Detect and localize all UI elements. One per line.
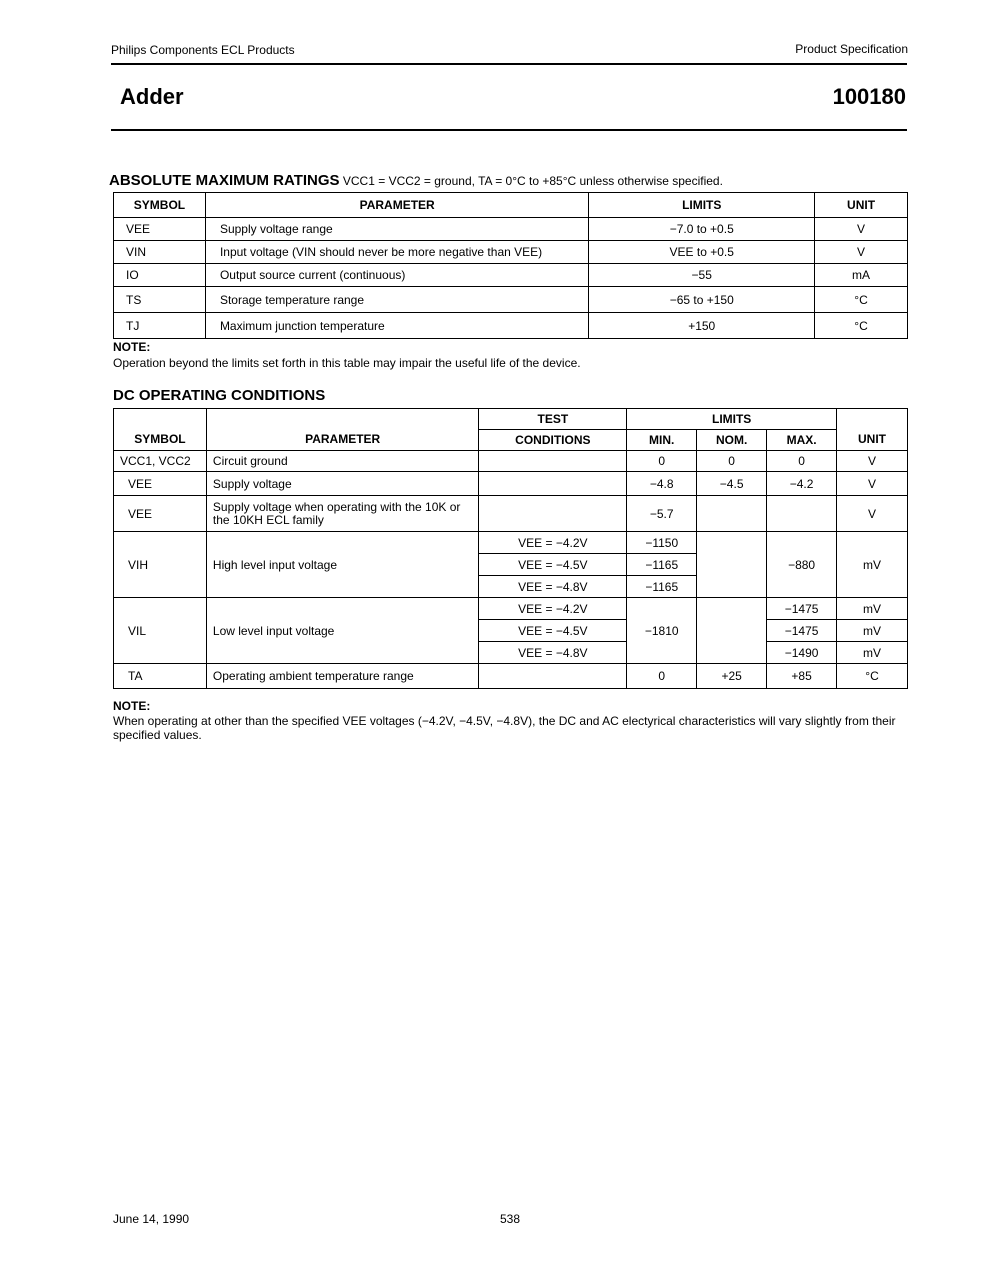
table-row bbox=[114, 532, 908, 554]
min-cell: 0 bbox=[627, 664, 697, 689]
unit-cell: mV bbox=[837, 532, 908, 598]
symbol-cell: VIH bbox=[114, 532, 207, 598]
parameter-cell: Output source current (continuous) bbox=[205, 264, 588, 287]
nom-cell: 0 bbox=[697, 451, 767, 472]
col-header-min: MIN. bbox=[627, 430, 697, 451]
page-title: Adder bbox=[120, 84, 184, 109]
symbol-cell: VIN bbox=[114, 241, 206, 264]
col-header-max: MAX. bbox=[767, 430, 837, 451]
limits-cell: −7.0 to +0.5 bbox=[589, 218, 815, 241]
col-header-nom: NOM. bbox=[697, 430, 767, 451]
table-row bbox=[114, 598, 908, 620]
nom-cell bbox=[697, 598, 767, 664]
symbol-cell: TS bbox=[114, 287, 206, 313]
condition-cell bbox=[479, 451, 627, 472]
unit-cell: °C bbox=[837, 664, 908, 689]
condition-cell: VEE = −4.2V bbox=[479, 532, 627, 554]
condition-cell: VEE = −4.8V bbox=[479, 642, 627, 664]
col-header-test: TEST bbox=[479, 409, 627, 430]
nom-cell bbox=[697, 496, 767, 532]
dc-note-text: When operating at other than the specified VEE voltages (−4.2V, −4.5V, −4.8V), the DC and AC electyrical characteristics will vary slightly from their specified values. bbox=[113, 714, 896, 742]
parameter-cell: Operating ambient temperature range bbox=[206, 664, 479, 689]
table-row bbox=[114, 472, 908, 496]
header-company: Philips Components ECL Products bbox=[111, 43, 295, 57]
col-header-limits: LIMITS bbox=[627, 409, 837, 430]
condition-cell bbox=[479, 472, 627, 496]
symbol-cell: VCC1, VCC2 bbox=[114, 451, 207, 472]
header-doc-type: Product Specification bbox=[795, 42, 908, 56]
max-cell: +85 bbox=[767, 664, 837, 689]
symbol-cell: VEE bbox=[114, 472, 207, 496]
col-header-unit: UNIT bbox=[837, 409, 908, 451]
col-header: LIMITS bbox=[589, 193, 815, 218]
condition-cell: VEE = −4.8V bbox=[479, 576, 627, 598]
min-cell: −1165 bbox=[627, 554, 697, 576]
amr-note-text: Operation beyond the limits set forth in this table may impair the useful life of the device. bbox=[113, 356, 581, 370]
amr-heading bbox=[109, 172, 723, 189]
parameter-cell: Circuit ground bbox=[206, 451, 479, 472]
max-cell: −1490 bbox=[767, 642, 837, 664]
col-header: PARAMETER bbox=[205, 193, 588, 218]
unit-cell: mV bbox=[837, 642, 908, 664]
absolute-maximum-ratings-table bbox=[113, 192, 908, 339]
parameter-cell: Supply voltage range bbox=[205, 218, 588, 241]
parameter-cell: High level input voltage bbox=[206, 532, 479, 598]
symbol-cell: VIL bbox=[114, 598, 207, 664]
unit-cell: mV bbox=[837, 598, 908, 620]
max-cell: −1475 bbox=[767, 620, 837, 642]
footer-date: June 14, 1990 bbox=[113, 1212, 190, 1226]
max-cell: −1475 bbox=[767, 598, 837, 620]
table-row bbox=[114, 664, 908, 689]
table-header-row bbox=[114, 193, 908, 218]
col-header-parameter: PARAMETER bbox=[206, 409, 479, 451]
parameter-cell: Supply voltage when operating with the 10K or the 10KH ECL family bbox=[206, 496, 479, 532]
table-row bbox=[114, 218, 908, 241]
min-cell: −4.8 bbox=[627, 472, 697, 496]
dc-operating-conditions-table bbox=[113, 408, 908, 689]
table-row bbox=[114, 241, 908, 264]
limits-cell: +150 bbox=[589, 313, 815, 339]
title-rule bbox=[111, 129, 907, 131]
amr-title: ABSOLUTE MAXIMUM RATINGS bbox=[109, 172, 340, 189]
unit-cell: V bbox=[815, 241, 908, 264]
col-header-conditions: CONDITIONS bbox=[479, 430, 627, 451]
table-row bbox=[114, 496, 908, 532]
condition-cell: VEE = −4.5V bbox=[479, 554, 627, 576]
page-number: 538 bbox=[500, 1212, 521, 1226]
table-row bbox=[114, 264, 908, 287]
parameter-cell: Low level input voltage bbox=[206, 598, 479, 664]
unit-cell: mA bbox=[815, 264, 908, 287]
unit-cell: °C bbox=[815, 287, 908, 313]
part-number: 100180 bbox=[832, 84, 906, 109]
nom-cell bbox=[697, 532, 767, 598]
parameter-cell: Maximum junction temperature bbox=[205, 313, 588, 339]
symbol-cell: VEE bbox=[114, 218, 206, 241]
unit-cell: V bbox=[837, 472, 908, 496]
min-cell: −1810 bbox=[627, 598, 697, 664]
amr-conditions: VCC1 = VCC2 = ground, TA = 0°C to +85°C unless otherwise specified. bbox=[342, 174, 723, 188]
max-cell: −4.2 bbox=[767, 472, 837, 496]
table-row bbox=[114, 313, 908, 339]
header-rule bbox=[111, 63, 907, 65]
parameter-cell: Storage temperature range bbox=[205, 287, 588, 313]
parameter-cell: Input voltage (VIN should never be more negative than VEE) bbox=[205, 241, 588, 264]
unit-cell: V bbox=[837, 451, 908, 472]
table-row bbox=[114, 287, 908, 313]
amr-note-heading: NOTE: bbox=[113, 340, 151, 354]
nom-cell: +25 bbox=[697, 664, 767, 689]
condition-cell bbox=[479, 664, 627, 689]
max-cell: −880 bbox=[767, 532, 837, 598]
dc-note-heading: NOTE: bbox=[113, 699, 151, 713]
unit-cell: mV bbox=[837, 620, 908, 642]
symbol-cell: TJ bbox=[114, 313, 206, 339]
condition-cell bbox=[479, 496, 627, 532]
limits-cell: −65 to +150 bbox=[589, 287, 815, 313]
symbol-cell: IO bbox=[114, 264, 206, 287]
col-header: SYMBOL bbox=[114, 193, 206, 218]
max-cell bbox=[767, 496, 837, 532]
condition-cell: VEE = −4.2V bbox=[479, 598, 627, 620]
table-header-row bbox=[114, 409, 908, 430]
unit-cell: V bbox=[837, 496, 908, 532]
min-cell: −1165 bbox=[627, 576, 697, 598]
min-cell: −5.7 bbox=[627, 496, 697, 532]
limits-cell: VEE to +0.5 bbox=[589, 241, 815, 264]
unit-cell: °C bbox=[815, 313, 908, 339]
table-row bbox=[114, 451, 908, 472]
nom-cell: −4.5 bbox=[697, 472, 767, 496]
col-header-symbol: SYMBOL bbox=[114, 409, 207, 451]
symbol-cell: VEE bbox=[114, 496, 207, 532]
symbol-cell: TA bbox=[114, 664, 207, 689]
min-cell: 0 bbox=[627, 451, 697, 472]
condition-cell: VEE = −4.5V bbox=[479, 620, 627, 642]
col-header: UNIT bbox=[815, 193, 908, 218]
unit-cell: V bbox=[815, 218, 908, 241]
min-cell: −1150 bbox=[627, 532, 697, 554]
parameter-cell: Supply voltage bbox=[206, 472, 479, 496]
max-cell: 0 bbox=[767, 451, 837, 472]
dc-title: DC OPERATING CONDITIONS bbox=[113, 387, 326, 404]
limits-cell: −55 bbox=[589, 264, 815, 287]
